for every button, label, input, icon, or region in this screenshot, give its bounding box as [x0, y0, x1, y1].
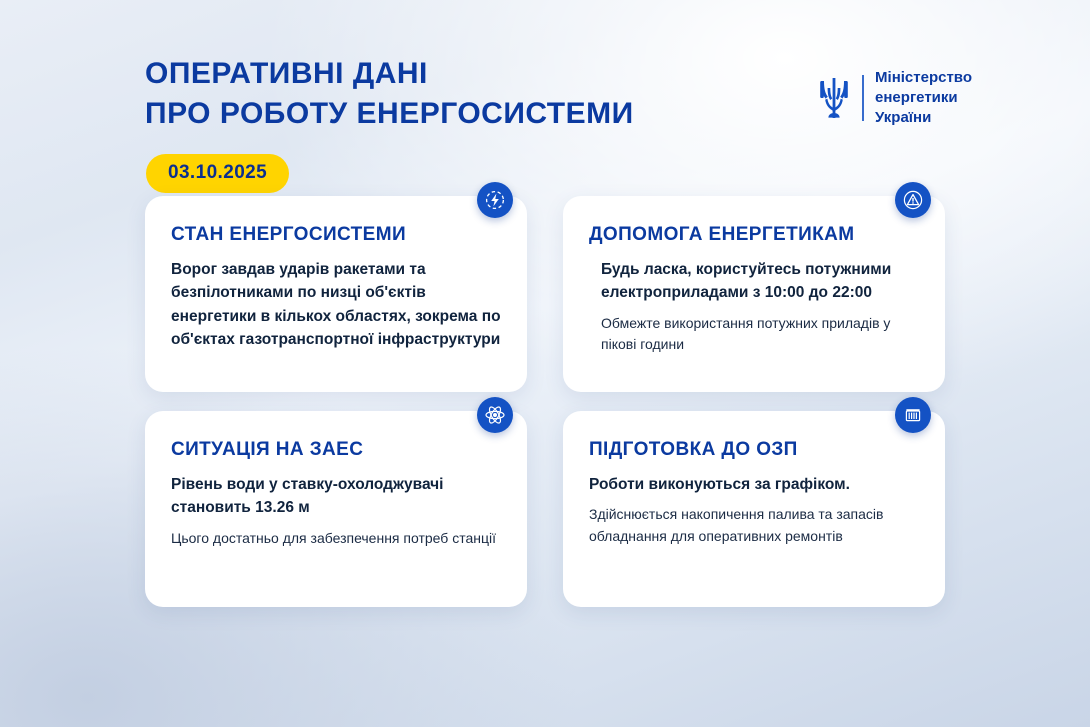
- ministry-divider: [862, 75, 864, 121]
- card-zaes-situation-note: Цього достатньо для забезпечення потреб станції: [171, 529, 496, 546]
- card-energy-status-title: СТАН ЕНЕРГОСИСТЕМИ: [171, 224, 407, 245]
- page-header: [145, 54, 634, 134]
- card-zaes-situation-text: Рівень води у ставку-охолоджувачі становить 13.26 м: [171, 476, 444, 517]
- ukraine-trident-icon: [817, 75, 851, 121]
- card-help-energy-workers-note: Обмежте використання потужних приладів у пікові години: [601, 314, 891, 352]
- page-title: [145, 54, 634, 134]
- card-winter-preparation-text: Роботи виконуються за графіком.: [589, 476, 850, 493]
- radiator-icon: [895, 397, 931, 433]
- card-help-energy-workers-title: ДОПОМОГА ЕНЕРГЕТИКАМ: [589, 224, 855, 245]
- ministry-name-line3: України: [875, 109, 932, 127]
- card-help-energy-workers-text: Будь ласка, користуйтесь потужними електроприладами з 10:00 до 22:00: [601, 261, 892, 302]
- card-energy-status-content: [145, 196, 527, 351]
- warning-triangle-icon: [895, 182, 931, 218]
- card-zaes-situation: [145, 411, 527, 607]
- ministry-logo: [817, 68, 972, 128]
- atom-icon: [477, 397, 513, 433]
- card-winter-preparation-content: [563, 411, 945, 547]
- card-winter-preparation-title: ПІДГОТОВКА ДО ОЗП: [589, 439, 798, 460]
- energy-bolt-icon: [477, 182, 513, 218]
- ministry-name: [875, 68, 972, 128]
- date-badge: 03.10.2025: [146, 154, 289, 193]
- card-zaes-situation-title: СИТУАЦІЯ НА ЗАЕС: [171, 439, 364, 460]
- card-energy-status-text: Ворог завдав ударів ракетами та безпілотниками по низці об'єктів енергетики в кількох областях, зокрема по об'єктах газотранспортної інфраструктури: [171, 261, 501, 348]
- card-help-energy-workers: [563, 196, 945, 392]
- card-winter-preparation-note: Здійснюється накопичення палива та запасів обладнання для оперативних ремонтів: [589, 506, 884, 544]
- ministry-name-line1: Міністерство: [875, 69, 972, 86]
- card-winter-preparation: [563, 411, 945, 607]
- ministry-name-line2: енергетики: [875, 89, 958, 107]
- page-title-line2: ПРО РОБОТУ ЕНЕРГОСИСТЕМИ: [145, 96, 634, 130]
- page-title-line1: ОПЕРАТИВНІ ДАНІ: [145, 57, 428, 90]
- card-help-energy-workers-content: [563, 196, 945, 355]
- card-zaes-situation-content: [145, 411, 527, 549]
- card-energy-status: [145, 196, 527, 392]
